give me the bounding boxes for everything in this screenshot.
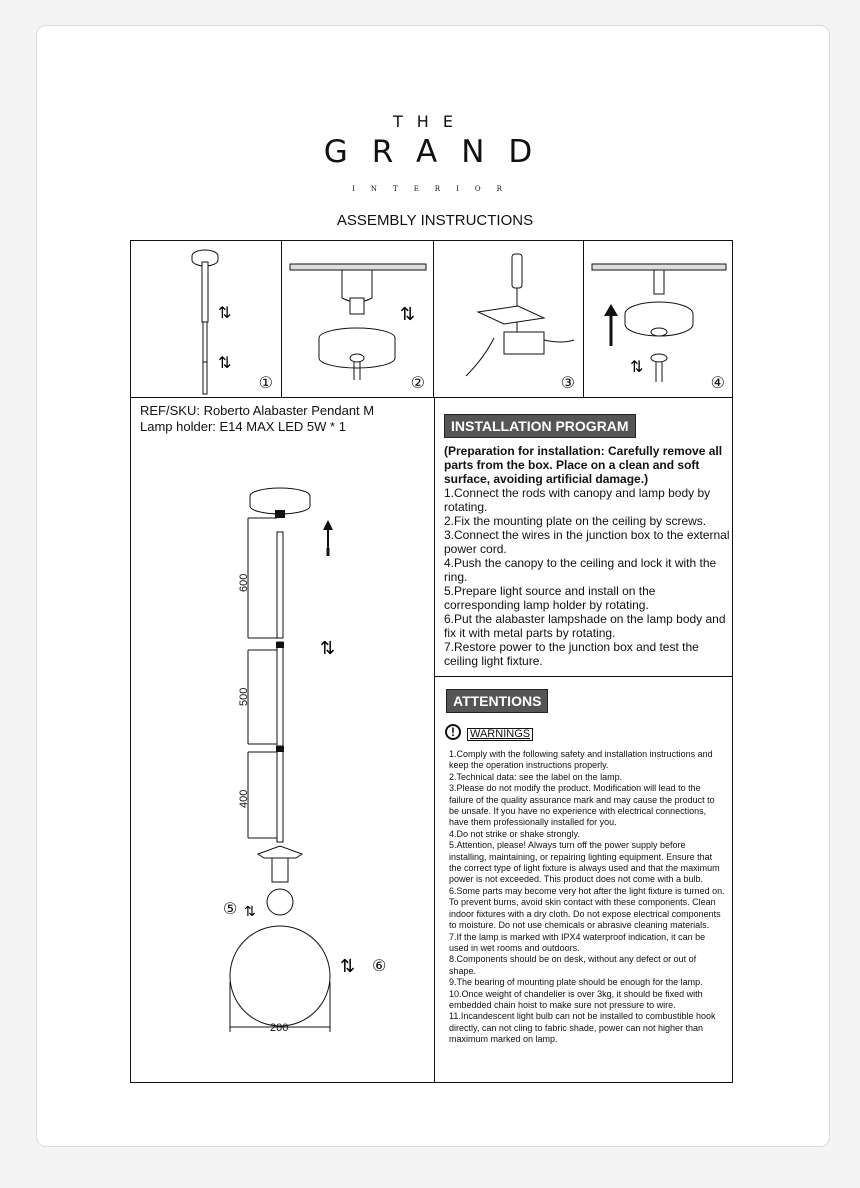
divider — [434, 676, 733, 677]
step-1-diagram — [130, 240, 282, 397]
svg-text:⇅: ⇅ — [320, 638, 336, 659]
step-4-diagram — [584, 240, 733, 397]
step-2-diagram — [282, 240, 434, 397]
product-ref: REF/SKU: Roberto Alabaster Pendant M — [140, 403, 375, 418]
lamp-holder: Lamp holder: E14 MAX LED 5W * 1 — [140, 419, 346, 434]
warning-item: 9.The bearing of mounting plate should be enough for the lamp. — [449, 977, 703, 988]
warning-item: 10.Once weight of chandelier is over 3kg, it should be fixed with embedded chain hoist to make sure not pressure to wire. — [449, 988, 703, 1010]
shade-width: 200 — [270, 1022, 289, 1034]
svg-text:⇅: ⇅ — [244, 904, 256, 920]
warning-item: 2.Technical data: see the label on the lamp. — [449, 771, 623, 782]
installation-step: 6.Put the alabaster lampshade on the lamp body and fix it with metal parts by rotating. — [444, 612, 726, 640]
step-number: ④ — [710, 375, 725, 392]
warnings-label: WARNINGS — [467, 728, 533, 741]
warning-item: 5.Attention, please! Always turn off the power supply before installing, maintaining, or repairing lighting equipment. Ensure that the correct type of light fixture is always used and that the maximum power is not exceeded. This product does not come with a bulb. — [449, 840, 720, 885]
installation-step: 4.Push the canopy to the ceiling and lock it with the ring. — [444, 556, 717, 584]
svg-text:⇅: ⇅ — [400, 304, 416, 325]
step-number: ③ — [560, 375, 575, 392]
installation-step: 5.Prepare light source and install on the corresponding lamp holder by rotating. — [444, 584, 656, 612]
warning-item: 1.Comply with the following safety and installation instructions and keep the operation instructions properly. — [449, 749, 713, 771]
installation-steps — [444, 486, 730, 668]
installation-step: 7.Restore power to the junction box and test the ceiling light fixture. — [444, 640, 699, 668]
installation-step: 3.Connect the wires in the junction box to the external power cord. — [444, 528, 730, 556]
product-info — [140, 403, 374, 435]
step-number: ② — [410, 375, 425, 392]
step-diagrams — [130, 240, 733, 397]
warning-item: 4.Do not strike or shake strongly. — [449, 828, 580, 839]
step-5-marker: ⑤ — [223, 901, 238, 918]
installation-step: 1.Connect the rods with canopy and lamp body by rotating. — [444, 486, 711, 514]
attentions-heading: ATTENTIONS — [446, 689, 548, 713]
step-number: ① — [258, 375, 273, 392]
divider — [434, 397, 435, 1083]
warning-item: 3.Please do not modify the product. Modification will lead to the failure of the quality assurance mark and may cause the product to be unsafe. If you have no experience with electrical connections, have them professionally installed for you. — [449, 783, 715, 828]
rod-length-3: 400 — [238, 789, 250, 808]
divider — [130, 397, 733, 398]
svg-text:⇅: ⇅ — [630, 357, 644, 376]
warning-item: 7.If the lamp is marked with IPX4 waterproof indication, it can be used in wet rooms and outdoors. — [449, 931, 706, 953]
step-3-diagram — [434, 240, 584, 397]
installation-step: 2.Fix the mounting plate on the ceiling by screws. — [444, 514, 707, 528]
brand-grand: GRAND — [323, 134, 557, 170]
brand-the: THE — [393, 112, 467, 131]
svg-text:⇅: ⇅ — [340, 956, 356, 977]
installation-heading: INSTALLATION PROGRAM — [444, 414, 636, 438]
rod-length-1: 600 — [238, 573, 250, 592]
warning-item: 11.Incandescent light bulb can not be installed to combustible hook directly, can not cling to fabric shade, power can not higher than maximum marked on lamp. — [449, 1011, 716, 1045]
preparation-note: (Preparation for installation: Carefully remove all parts from the box. Place on a clean and soft surface, avoiding artificial damage.) — [444, 444, 723, 486]
warnings-list — [449, 749, 725, 1046]
svg-text:⇅: ⇅ — [218, 353, 232, 372]
rod-length-2: 500 — [238, 687, 250, 706]
brand-interior: INTERIOR — [352, 185, 518, 193]
svg-text:⇅: ⇅ — [218, 303, 232, 322]
lamp-exploded-drawing — [140, 482, 430, 1042]
step-6-marker: ⑥ — [372, 958, 387, 975]
warning-item: 8.Components should be on desk, without any defect or out of shape. — [449, 954, 697, 976]
warning-icon: ! — [445, 724, 461, 740]
document-title: ASSEMBLY INSTRUCTIONS — [336, 212, 534, 229]
warning-item: 6.Some parts may become very hot after the light fixture is turned on. To prevent burns, avoid skin contact with these components. Clean indoor fixtures with a dry cloth. Do not expose electrical components to moisture. Do not use chemicals or abrasive cleaning materials. — [449, 885, 725, 931]
